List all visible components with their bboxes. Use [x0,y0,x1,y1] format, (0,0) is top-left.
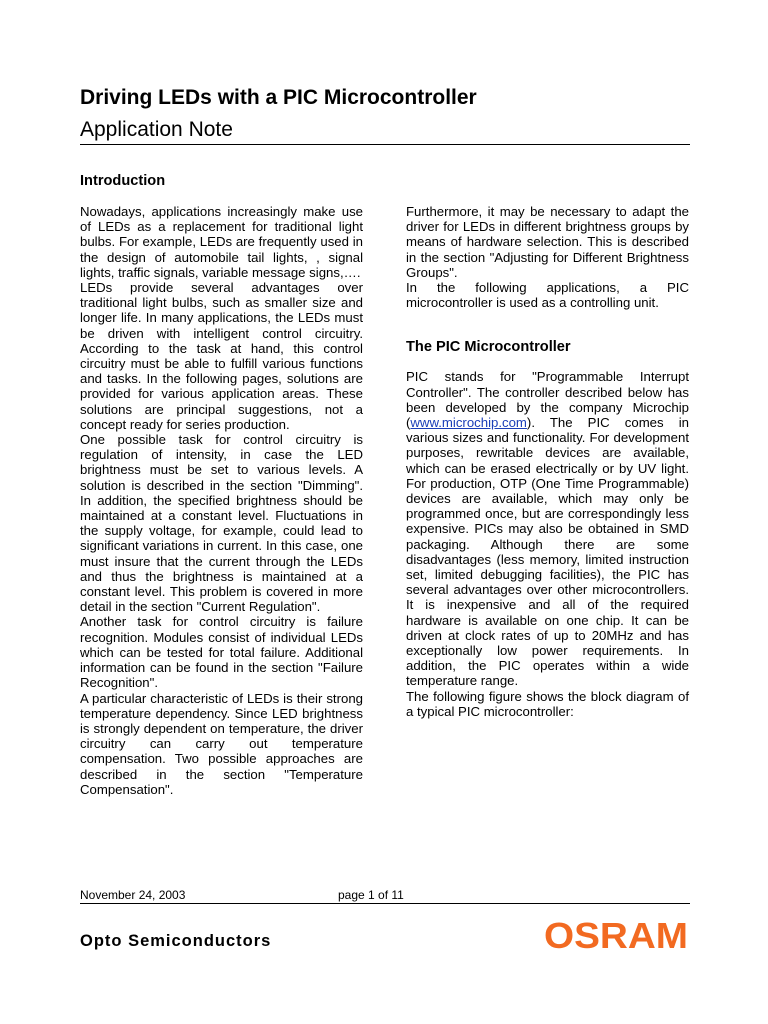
pic-text-before-link: PIC stands for "Programmable Interrupt Controller". The controller described below has been developed by the company Microchip ( [406,369,689,431]
osram-logo [543,914,689,956]
document-subtitle: Application Note [80,118,233,141]
osram-logo-text: OSRAM [544,915,688,956]
microchip-link[interactable]: www.microchip.com [410,415,527,431]
intro-paragraph-3: One possible task for control circuitry is regulation of intensity, in case the LED brightness must be set to various levels. A solution is described in the section "Dimming". In addition, the specified brightness should be maintained at a constant level. Fluctuations in the supply voltage, for example, could lead to significant variations in current. In this case, one must insure that the current through the LEDs and thus the brightness is maintained at a constant level. This problem is covered in more detail in the section "Current Regulation". [80,432,363,615]
intro-paragraph-1: Nowadays, applications increasingly make use of LEDs as a replacement for traditional light bulbs. For example, LEDs are frequently used in the design of automobile tail lights, , signal lights, traffic signals, variable message signs,…. [80,204,363,280]
left-column [80,172,363,797]
header-divider [80,144,690,145]
section-heading-pic: The PIC Microcontroller [406,339,571,356]
brightness-groups-paragraph: Furthermore, it may be necessary to adapt the driver for LEDs in different brightness groups by means of hardware selection. This is described in the section "Adjusting for Different Brightness Groups". [406,204,689,280]
intro-paragraph-2: LEDs provide several advantages over traditional light bulbs, such as smaller size and longer life. In many applications, the LEDs must be driven with intelligent control circuitry. According to the task at hand, this control circuitry must be able to fulfill various functions and tasks. In the following pages, solutions are provided for various application areas. These solutions are principal suggestions, not a concept ready for series production. [80,280,363,432]
footer-date: November 24, 2003 [80,888,186,902]
division-name: Opto Semiconductors [80,932,272,950]
pic-text-after-link: ). The PIC comes in various sizes and functionality. For development purposes, rewritable devices are available, which can be erased electrically or by UV light. For production, OTP (One Time Programmable) devices are available, which may only be programmed once, but are correspondingly less expensive. PICs may also be obtained in SMD packaging. Although there are some disadvantages (less memory, limited instruction set, limited debugging facilities), the PIC has several advantages over other microcontrollers. It is inexpensive and all of the required hardware is available on one chip. It can be driven at clock rates of up to 20MHz and has exceptionally low power requirements. In addition, the PIC operates within a wide temperature range. [406,415,689,689]
section-heading-introduction: Introduction [80,173,166,189]
controlling-unit-paragraph: In the following applications, a PIC microcontroller is used as a controlling unit. [406,280,689,311]
document-title: Driving LEDs with a PIC Microcontroller [80,86,477,109]
pic-description-paragraph [406,369,689,688]
footer-divider [80,903,690,904]
footer-page-number: page 1 of 11 [338,888,404,902]
intro-paragraph-5: A particular characteristic of LEDs is their strong temperature dependency. Since LED brightness is strongly dependent on temperature, the driver circuitry can carry out temperature compensation. Two possible approaches are described in the section "Temperature Compensation". [80,690,363,797]
right-column [406,204,689,719]
intro-paragraph-4: Another task for control circuitry is failure recognition. Modules consist of individual LEDs which can be tested for total failure. Additional information can be found in the section "Failure Recognition". [80,614,363,691]
figure-intro-paragraph: The following figure shows the block diagram of a typical PIC microcontroller: [406,688,689,719]
